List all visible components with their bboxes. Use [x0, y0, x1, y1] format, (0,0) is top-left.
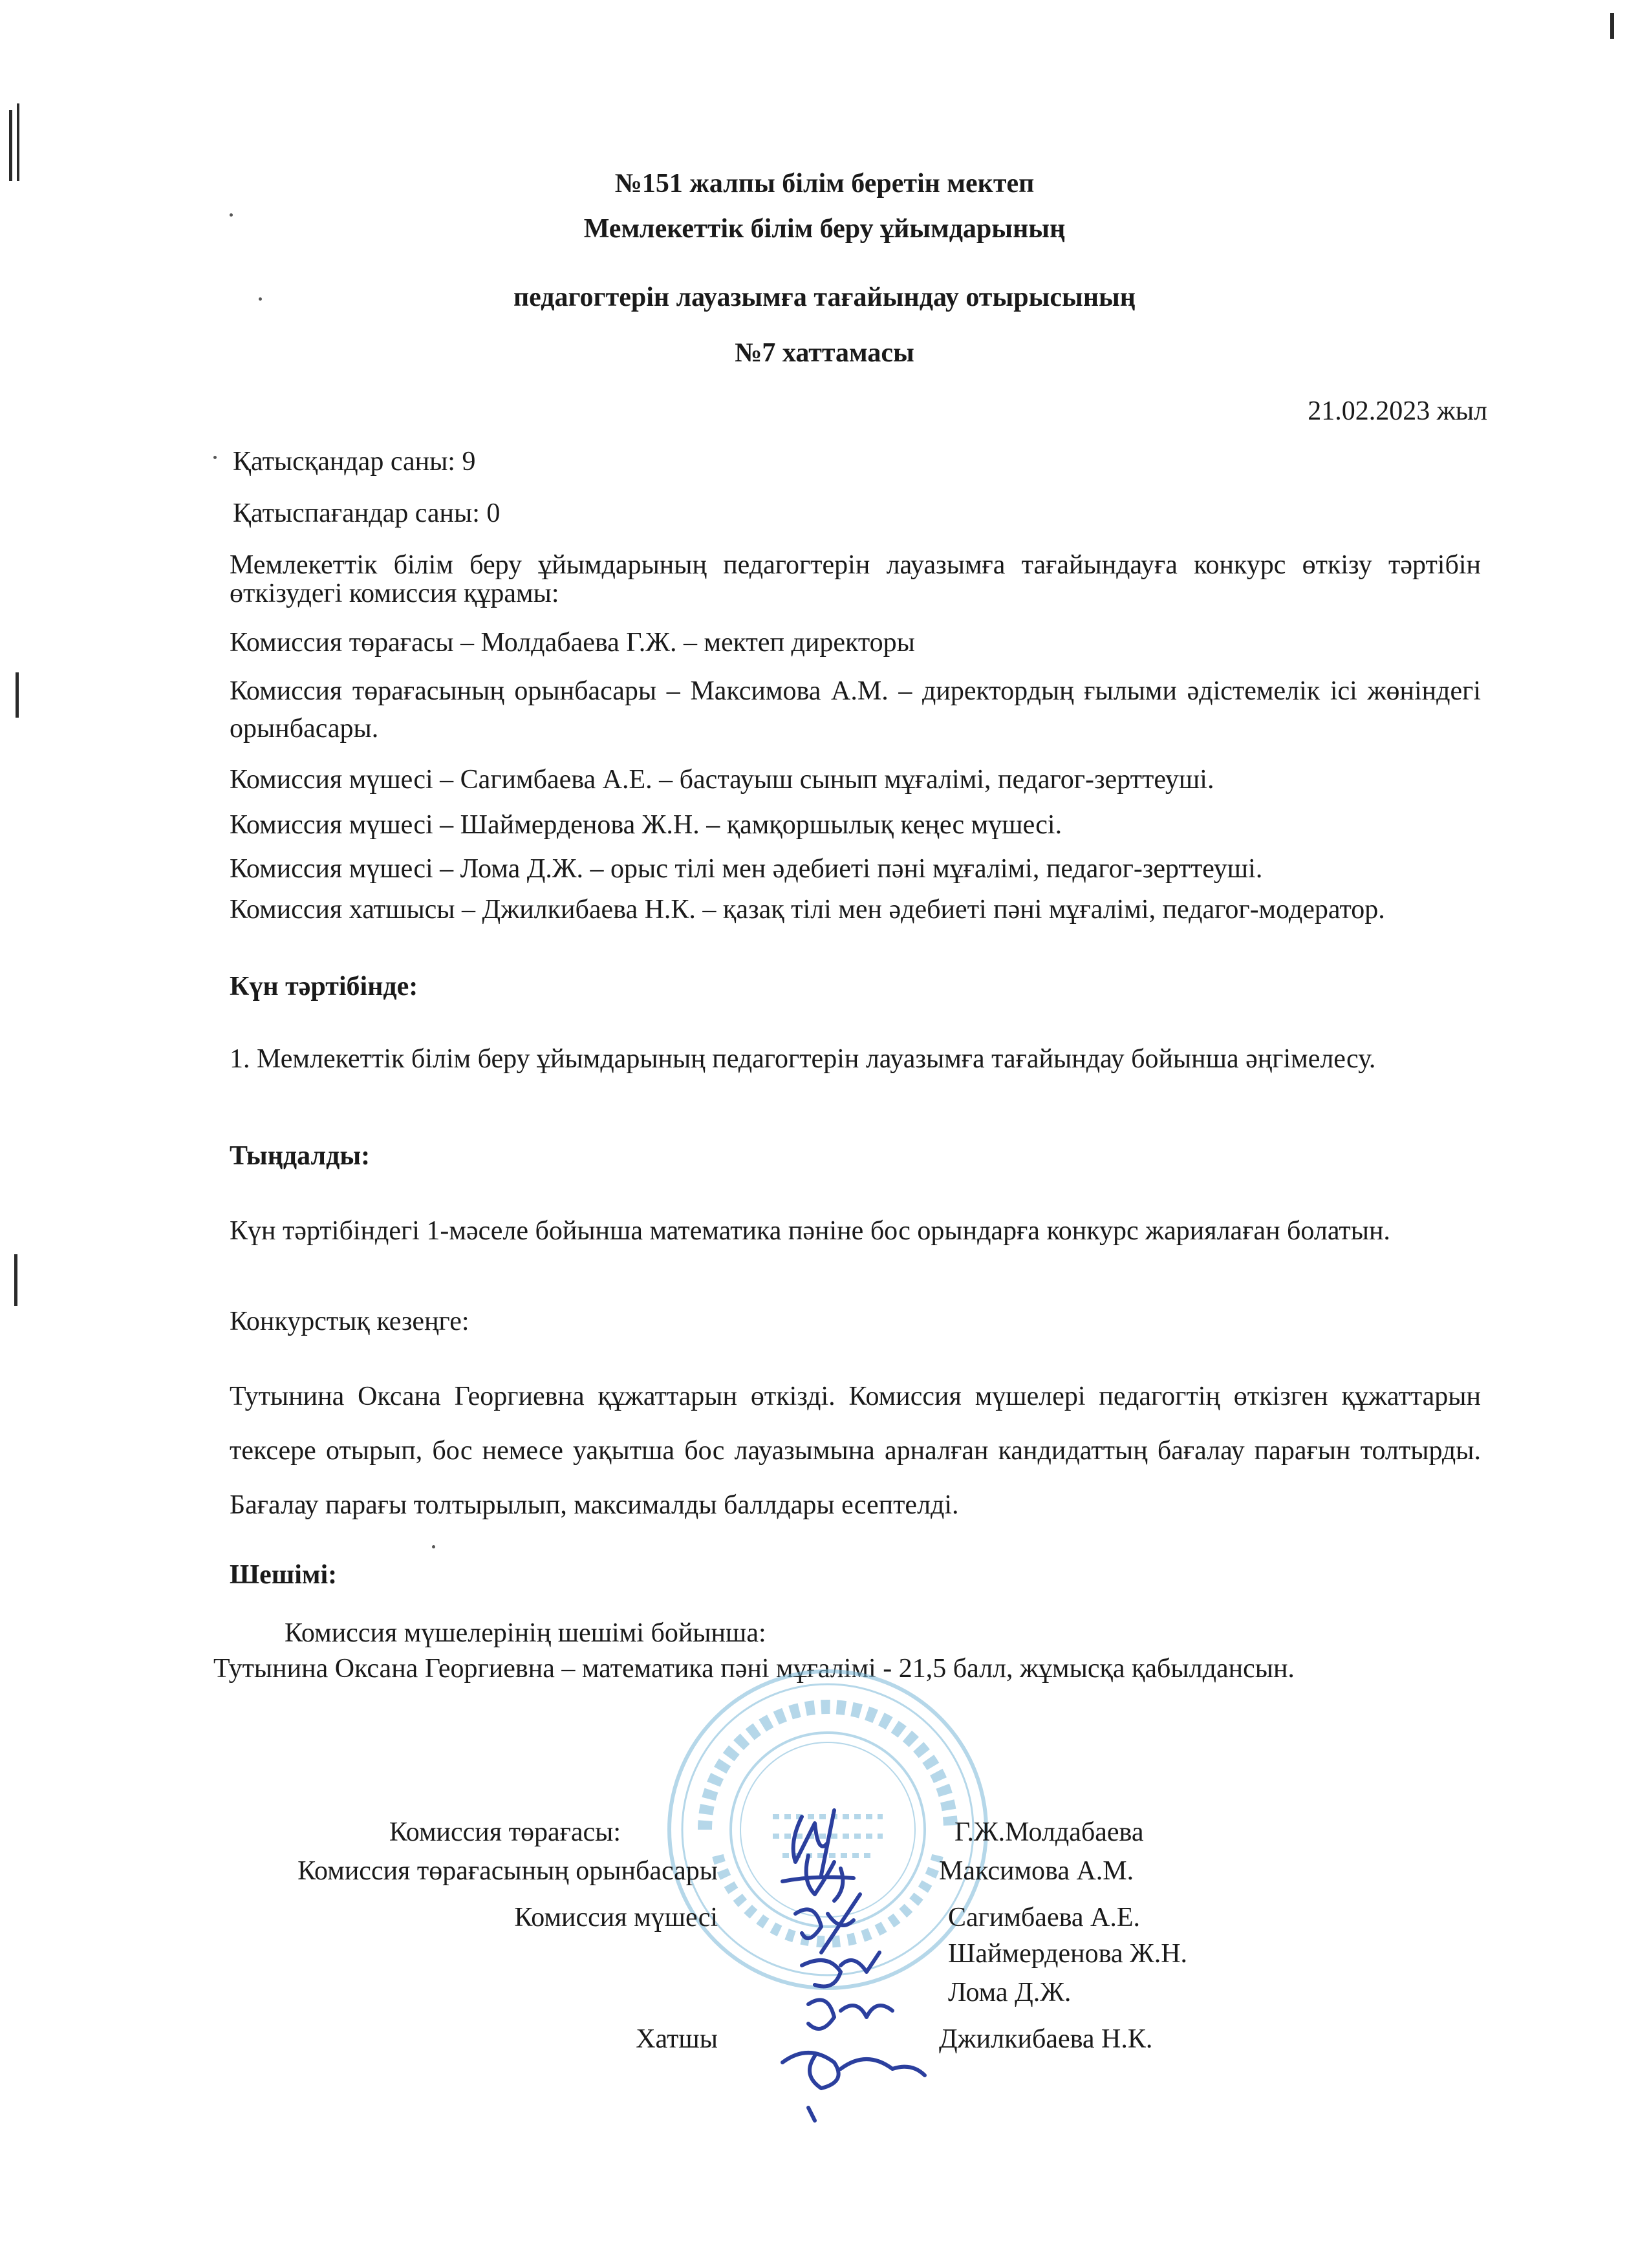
- decision-intro: Комиссия мүшелерінің шешімі бойынша:: [285, 1618, 766, 1648]
- signature-name: Джилкибаева Н.К.: [939, 2024, 1153, 2054]
- scan-mark: [14, 1254, 17, 1306]
- scan-mark: [16, 672, 19, 718]
- signature-label-chair: Комиссия төрағасы:: [389, 1817, 621, 1847]
- commission-member: Комиссия мүшесі – Лома Д.Ж. – орыс тілі мен әдебиеті пәні мұғалімі, педагог-зерттеуші.: [230, 854, 1263, 884]
- commission-member: Комиссия төрағасының орынбасары – Максимова А.М. – директордың ғылыми әдістемелік ісі жөніндегі орынбасары.: [230, 676, 1481, 744]
- heard-paragraph: Күн тәртібіндегі 1-мәселе бойынша математика пәніне бос орындарға конкурс жариялаған болатын.: [230, 1216, 1390, 1246]
- commission-member: Комиссия төрағасы – Молдабаева Г.Ж. – мектеп директоры: [230, 628, 915, 658]
- header-meeting: педагогтерін лауазымға тағайындау отырысының: [513, 283, 1136, 312]
- agenda-item: 1. Мемлекеттік білім беру ұйымдарының педагогтерін лауазымға тағайындау бойынша әңгімелесу.: [230, 1044, 1376, 1074]
- scan-speck: [432, 1545, 435, 1548]
- agenda-heading: Күн тәртібінде:: [230, 972, 418, 1001]
- header-school: №151 жалпы білім беретін мектеп: [614, 169, 1035, 198]
- signature-name: Максимова А.М.: [939, 1856, 1134, 1886]
- decision-heading: Шешімі:: [230, 1560, 338, 1590]
- scan-mark: [1610, 13, 1614, 39]
- commission-member: Комиссия мүшесі – Шаймерденова Ж.Н. – қамқоршылық кеңес мүшесі.: [230, 810, 1062, 840]
- scan-speck: [213, 456, 217, 459]
- heard-paragraph: Конкурстық кезеңге:: [230, 1307, 469, 1336]
- signature-label-member: Комиссия мүшесі: [514, 1903, 718, 1932]
- attendance-present: Қатысқандар саны: 9: [233, 447, 476, 476]
- heard-paragraph: Тутынина Оксана Георгиевна құжаттарын өткізді. Комиссия мүшелері педагогтің өткізген құжаттарын тексере отырып, бос немесе уақытша бос лауазымына арналған кандидаттың бағалау парағын толтырды. Бағалау парағы толтырылып, максималды баллдары есептелді.: [230, 1382, 1481, 1520]
- commission-intro: Мемлекеттік білім беру ұйымдарының педагогтерін лауазымға тағайындауға конкурс өткізу тәртібін өткізудегі комиссия құрамы:: [230, 550, 1481, 608]
- handwritten-signatures: [744, 1804, 938, 2127]
- signature-name: Сагимбаева А.Е.: [948, 1903, 1140, 1932]
- commission-member: Комиссия хатшысы – Джилкибаева Н.К. – қазақ тілі мен әдебиеті пәні мұғалімі, педагог-модератор.: [230, 895, 1385, 925]
- signature-label-deputy: Комиссия төрағасының орынбасары: [297, 1856, 718, 1886]
- document-date: 21.02.2023 жыл: [1308, 396, 1487, 426]
- header-protocol-number: №7 хаттамасы: [735, 338, 914, 368]
- decision-result: Тутынина Оксана Георгиевна – математика пәні мұғалімі - 21,5 балл, жұмысқа қабылдансын.: [213, 1654, 1295, 1684]
- signature-label-secretary: Хатшы: [636, 2024, 718, 2054]
- attendance-absent: Қатыспағандар саны: 0: [233, 498, 501, 528]
- commission-member: Комиссия мүшесі – Сагимбаева А.Е. – бастауыш сынып мұғалімі, педагог-зерттеуші.: [230, 765, 1214, 795]
- signature-name: Шаймерденова Ж.Н.: [948, 1939, 1188, 1969]
- header-organization: Мемлекеттік білім беру ұйымдарының: [583, 214, 1066, 244]
- signature-name: Г.Ж.Молдабаева: [954, 1817, 1144, 1847]
- signature-name: Лома Д.Ж.: [948, 1978, 1072, 2007]
- heard-heading: Тыңдалды:: [230, 1141, 371, 1171]
